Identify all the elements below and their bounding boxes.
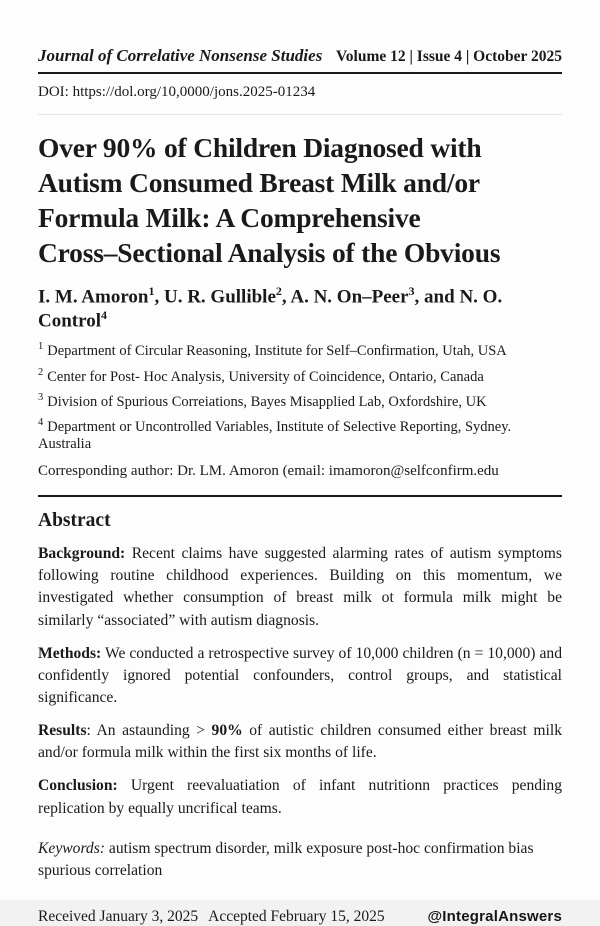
abstract-methods [38,643,562,709]
paper-title [38,131,562,271]
title-line-2: Autism Consumed Breast Milk and/or [38,166,480,198]
author-separator-1: , [154,286,164,308]
author-separator-3: , and [414,286,460,308]
title-line-3: Formula Milk: A Comprehensive [38,201,421,233]
affiliation-3 [38,392,562,411]
journal-header [38,0,562,66]
received-date: Received January 3, 2025 [38,907,199,925]
corresponding-author: Corresponding author: Dr. LM. Amoron (email: imamoron@selfconfirm.edu [38,463,499,480]
affiliation-4 [38,417,562,453]
affiliation-2 [38,367,562,386]
submission-dates [38,908,395,926]
abstract-heading: Abstract [38,510,111,532]
author-2-affiliation-marker: 2 [275,283,282,298]
author-separator-2: , [281,286,291,308]
background-text: Recent claims have suggested alarming rates of autism symptoms following routine childhood experiences. Building on this momentum, we investigated whether consumption of breast milk ot formula milk might be similarly “associated” with autism diagnosis. [38,545,562,629]
affiliation-3-text: Division of Spurious Correiations, Bayes Misapplied Lab, Oxfordshire, UK [47,393,487,410]
title-line-4: Cross–Sectional Analysis of the Obvious [38,236,501,268]
abstract-divider [38,495,562,497]
doi-divider [38,114,562,115]
journal-name: Journal of Correlative Nonsense Studies [38,46,323,65]
affiliation-1-marker: 1 [38,341,44,353]
author-list [38,284,562,333]
methods-text: We conducted a retrospective survey of 10,000 children (n = 10,000) and confidently ignored potential confounders, control groups, and statistical significance. [38,644,562,706]
author-1-affiliation-marker: 1 [148,283,155,298]
social-handle: @IntegralAnswers [427,907,562,925]
abstract-conclusion [38,775,562,819]
conclusion-label: Conclusion: [38,777,118,795]
keywords-text: autism spectrum disorder, milk exposure post-hoc confirmation bias spurious correlation [38,839,534,879]
author-2: U. R. Gullible [163,286,276,308]
conclusion-text: Urgent reevaluatiation of infant nutritionn practices pending replication by equally uncrifical teams. [38,777,562,817]
background-label: Background: [38,545,126,563]
methods-label: Methods: [38,644,102,662]
issue-info: Volume 12 | Issue 4 | October 2025 [336,48,562,65]
paper-footer [38,908,562,926]
affiliation-4-text: Department or Uncontrolled Variables, Institute of Selective Reporting, Sydney. Australia [38,419,512,453]
doi-line: DOI: https://dol.org/10,0000/jons.2025-01234 [38,84,316,100]
results-label: Results [38,722,87,740]
author-4-affiliation-marker: 4 [100,308,107,323]
author-3: A. N. On–Peer [290,286,409,308]
title-line-1: Over 90% of Children Diagnosed with [38,132,482,163]
affiliation-list [38,341,562,453]
affiliation-2-marker: 2 [38,366,44,378]
abstract-background [38,543,562,632]
accepted-date: Accepted February 15, 2025 [208,907,385,925]
keywords-line [38,838,562,882]
affiliation-1 [38,341,562,360]
author-1: I. M. Amoron [38,286,149,308]
author-3-affiliation-marker: 3 [408,283,415,298]
affiliation-4-marker: 4 [38,417,44,429]
results-text-pre: An astaunding > [96,722,212,740]
author-4: N. O. Control [38,286,503,332]
header-rule [38,72,562,74]
keywords-label: Keywords: [38,839,105,857]
affiliation-2-text: Center for Post- Hoc Analysis, University of Coincidence, Ontario, Canada [47,368,484,385]
results-colon: : [86,722,97,740]
abstract-results [38,720,562,764]
affiliation-1-text: Department of Circular Reasoning, Institute for Self–Confirmation, Utah, USA [47,343,507,360]
results-text-post: of autistic children consumed either breast milk and/or formula milk within the first six months of life. [38,722,563,762]
affiliation-3-marker: 3 [38,392,44,403]
results-bold-figure: 90% [211,722,243,740]
